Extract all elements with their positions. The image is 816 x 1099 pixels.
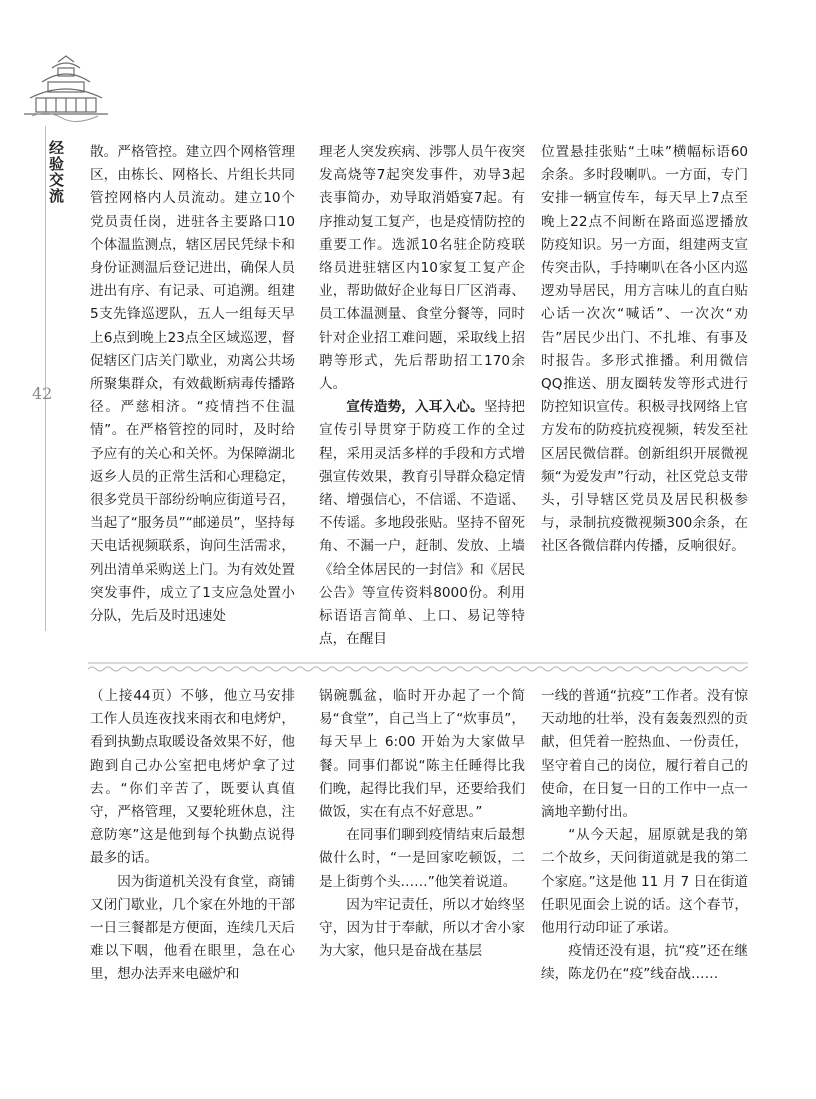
paragraph	[319, 396, 525, 651]
pavilion-logo-icon	[18, 52, 114, 124]
upper-column-1	[90, 141, 295, 628]
lower-column-2	[319, 685, 525, 963]
paragraph: 散。严格管控。建立四个网格管理区，由栋长、网格长、片组长共同管控网格内人员流动。建立10个党员责任岗，进驻各主要路口10个体温监测点，辖区居民凭绿卡和身份证测温后登记进出，确保人员进出有序、有记录、可追溯。组建5支先锋巡逻队，五人一组每天早上6点到晚上23点全区域巡逻，督促辖区门店关门歇业，劝离公共场所聚集群众，有效截断病毒传播路径。严慈相济。“疫情挡不住温情”。在严格管控的同时，及时给予应有的关心和关怀。为保障湖北返乡人员的正常生活和心理稳定，很多党员干部纷纷响应街道号召，当起了“服务员”“邮递员”，坚持每天电话视频联系，询问生活需求，列出清单采购送上门。为有效处置突发事件，成立了1支应急处置小分队，先后及时迅速处	[90, 144, 295, 625]
upper-column-2	[319, 141, 525, 651]
lower-column-3	[541, 685, 748, 987]
upper-column-3	[541, 141, 748, 559]
section-label: 经验交流	[47, 140, 65, 204]
paragraph: 在同事们聊到疫情结束后最想做什么时，“一是回家吃顿饭，二是上街剪个头……”他笑着说道。	[319, 827, 525, 890]
paragraph: 锅碗瓢盆，临时开办起了一个简易“食堂”，自己当上了“炊事员”，每天早上 6:00 开始为大家做早餐。同事们都说“陈主任睡得比我们晚，起得比我们早，还要给我们做饭，实在有点不好意思。”	[319, 688, 525, 821]
paragraph: “从今天起，屈原就是我的第二个故乡，天问街道就是我的第二个家庭。”这是他 11 月 7 日在街道任职见面会上说的话。这个春节，他用行动印证了承诺。	[541, 827, 748, 937]
paragraph: 疫情还没有退，抗“疫”还在继续，陈龙仍在“疫”线奋战……	[541, 943, 748, 983]
lower-column-1	[90, 685, 295, 987]
paragraph: 因为牢记责任，所以才始终坚守，因为甘于奉献，所以才舍小家为大家，他只是奋战在基层	[319, 896, 525, 960]
paragraph: 理老人突发疾病、涉鄂人员午夜突发高烧等7起突发事件，劝导3起丧事简办，劝导取消婚宴7起。有序推动复工复产，也是疫情防控的重要工作。选派10名驻企防疫联络员进驻辖区内10家复工复产企业，帮助做好企业每日厂区消毒、员工体温测量、食堂分餐等，同时针对企业招工难问题，采取线上招聘等形式，先后帮助招工170余人。	[319, 144, 525, 393]
paragraph: （上接44页）不够，他立马安排工作人员连夜找来雨衣和电烤炉，看到执勤点取暖设备效果不好，他跑到自己办公室把电烤炉拿了过去。“你们辛苦了，既要认真值守，严格管理，又要轮班休息，注意防寒”这是他到每个执勤点说得最多的话。	[90, 688, 295, 867]
subsection-heading: 宣传造势，入耳入心。	[346, 399, 484, 416]
paragraph: 一线的普通“抗疫”工作者。没有惊天动地的壮举，没有轰轰烈烈的贡献，但凭着一腔热血、一份责任，坚守着自己的岗位，履行着自己的使命，在日复一日的工作中一点一滴地辛勤付出。	[541, 688, 748, 821]
section-divider	[88, 660, 748, 674]
page-number: 42	[32, 384, 53, 403]
paragraph: 因为街道机关没有食堂，商铺又闭门歇业，几个家在外地的干部一日三餐都是方便面，连续几天后难以下咽，他看在眼里，急在心里，想办法弄来电磁炉和	[90, 873, 295, 983]
paragraph: 位置悬挂张贴“土味”横幅标语60余条。多时段喇叭。一方面，专门安排一辆宣传车，每天早上7点至晚上22点不间断在路面巡逻播放防疫知识。另一方面，组建两支宣传突击队，手持喇叭在各小区内巡逻劝导居民，用方言味儿的直白贴心话一次次“喊话”、一次次“劝告”居民少出门、不扎堆、有事及时报告。多形式推播。利用微信QQ推送、朋友圈转发等形式进行防控知识宣传。积极寻找网络上官方发布的防疫抗疫视频，转发至社区居民微信群。创新组织开展微视频“为爱发声”行动，社区党总支带头，引导辖区党员及居民积极参与，录制抗疫微视频300余条，在社区各微信群内传播，反响很好。	[541, 144, 748, 555]
paragraph-text: 坚持把宣传引导贯穿于防疫工作的全过程，采用灵活多样的手段和方式增强宣传效果，教育引导群众稳定情绪、增强信心，不信谣、不造谣、不传谣。多地段张贴。坚持不留死角、不漏一户，赶制、发放、上墙《给全体居民的一封信》和《居民公告》等宣传资料8000份。利用标语语言简单、上口、易记等特点，在醒目	[319, 399, 526, 648]
